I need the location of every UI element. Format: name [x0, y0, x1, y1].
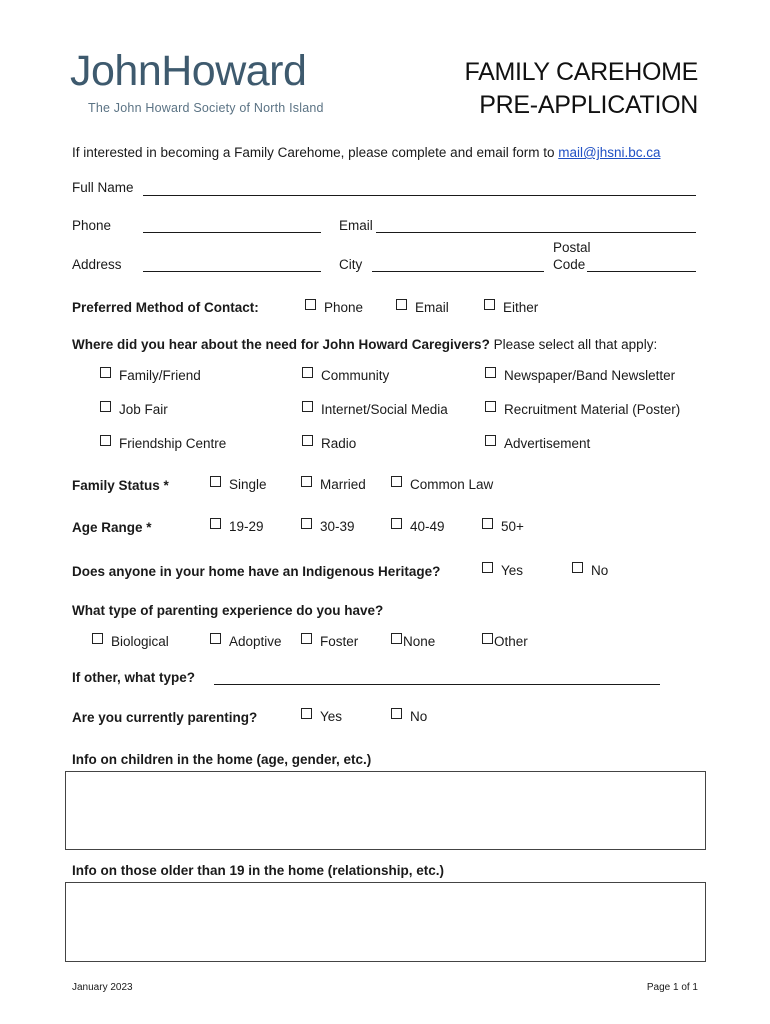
checkbox-icon	[210, 476, 221, 487]
referral-job-fair-checkbox[interactable]	[100, 402, 168, 417]
checkbox-label: Family/Friend	[119, 368, 201, 383]
referral-question	[72, 337, 657, 352]
family-status-single-checkbox[interactable]	[210, 477, 267, 492]
children-info-label: Info on children in the home (age, gender, etc.)	[72, 752, 372, 767]
age-40-49-checkbox[interactable]	[391, 519, 445, 534]
email-field[interactable]	[376, 232, 696, 233]
checkbox-label: Either	[503, 300, 539, 315]
checkbox-icon	[301, 518, 312, 529]
organization-logo-subtitle: The John Howard Society of North Island	[88, 101, 324, 115]
referral-internet-checkbox[interactable]	[302, 402, 448, 417]
checkbox-label: Phone	[324, 300, 364, 315]
currently-parenting-no-checkbox[interactable]	[391, 709, 427, 724]
checkbox-icon	[305, 299, 316, 310]
children-info-textarea[interactable]	[65, 771, 706, 850]
checkbox-label: 40-49	[410, 519, 445, 534]
form-title-line2: PRE-APPLICATION	[479, 91, 698, 119]
if-other-field[interactable]	[214, 684, 660, 685]
indigenous-yes-checkbox[interactable]	[482, 563, 523, 578]
checkbox-label: Email	[415, 300, 449, 315]
checkbox-icon	[484, 299, 495, 310]
older-info-label: Info on those older than 19 in the home (relationship, etc.)	[72, 863, 445, 878]
contact-email-checkbox[interactable]	[396, 300, 449, 315]
checkbox-icon	[100, 367, 111, 378]
intro-text	[72, 145, 661, 160]
address-field[interactable]	[143, 271, 321, 272]
form-title-line1: FAMILY CAREHOME	[464, 58, 698, 86]
city-label: City	[339, 257, 363, 272]
city-field[interactable]	[372, 271, 544, 272]
full-name-label: Full Name	[72, 180, 134, 195]
age-30-39-checkbox[interactable]	[301, 519, 355, 534]
referral-family-friend-checkbox[interactable]	[100, 368, 201, 383]
referral-advertisement-checkbox[interactable]	[485, 436, 590, 451]
age-50-plus-checkbox[interactable]	[482, 519, 524, 534]
referral-radio-checkbox[interactable]	[302, 436, 356, 451]
checkbox-label: No	[410, 709, 428, 724]
currently-parenting-yes-checkbox[interactable]	[301, 709, 342, 724]
age-range-label: Age Range *	[72, 520, 152, 535]
checkbox-label: Advertisement	[504, 436, 591, 451]
checkbox-label: Adoptive	[229, 634, 282, 649]
checkbox-label: Radio	[321, 436, 357, 451]
age-19-29-checkbox[interactable]	[210, 519, 264, 534]
checkbox-icon	[485, 401, 496, 412]
checkbox-label: 50+	[501, 519, 524, 534]
checkbox-label: Foster	[320, 634, 359, 649]
checkbox-label: Single	[229, 477, 267, 492]
full-name-field[interactable]	[143, 195, 696, 196]
intro-instructions: If interested in becoming a Family Carehome, please complete and email form to	[72, 145, 555, 160]
checkbox-icon	[391, 708, 402, 719]
parenting-foster-checkbox[interactable]	[301, 634, 358, 649]
preferred-contact-label-text: Preferred Method of Contact:	[72, 300, 259, 315]
parenting-biological-checkbox[interactable]	[92, 634, 169, 649]
checkbox-icon	[391, 476, 402, 487]
checkbox-label: Yes	[501, 563, 524, 578]
checkbox-label: Yes	[320, 709, 343, 724]
parenting-none-checkbox[interactable]	[391, 634, 435, 649]
checkbox-label: 30-39	[320, 519, 355, 534]
indigenous-heritage-question: Does anyone in your home have an Indigenous Heritage?	[72, 564, 441, 579]
postal-code-field[interactable]	[587, 271, 696, 272]
checkbox-icon	[482, 518, 493, 529]
referral-newspaper-checkbox[interactable]	[485, 368, 675, 383]
parenting-adoptive-checkbox[interactable]	[210, 634, 282, 649]
checkbox-icon	[92, 633, 103, 644]
postal-code-label	[553, 239, 591, 273]
referral-friendship-centre-checkbox[interactable]	[100, 436, 226, 451]
checkbox-label: Job Fair	[119, 402, 168, 417]
older-info-textarea[interactable]	[65, 882, 706, 962]
checkbox-icon	[301, 633, 312, 644]
checkbox-label: Biological	[111, 634, 169, 649]
parenting-experience-question: What type of parenting experience do you have?	[72, 603, 384, 618]
if-other-label: If other, what type?	[72, 670, 196, 685]
contact-either-checkbox[interactable]	[484, 300, 538, 315]
referral-recruitment-checkbox[interactable]	[485, 402, 680, 417]
checkbox-icon	[302, 435, 313, 446]
family-status-common-law-checkbox[interactable]	[391, 477, 493, 492]
referral-question-text: Where did you hear about the need for John Howard Caregivers?	[72, 337, 490, 352]
preferred-contact-label	[72, 300, 259, 315]
phone-label: Phone	[72, 218, 112, 233]
checkbox-icon	[302, 367, 313, 378]
checkbox-label: Married	[320, 477, 366, 492]
checkbox-icon	[301, 476, 312, 487]
checkbox-label: No	[591, 563, 609, 578]
footer-page-number: Page 1 of 1	[646, 982, 698, 993]
checkbox-label: Recruitment Material (Poster)	[504, 402, 681, 417]
checkbox-icon	[482, 633, 493, 644]
email-label: Email	[339, 218, 373, 233]
currently-parenting-question: Are you currently parenting?	[72, 710, 258, 725]
checkbox-icon	[210, 633, 221, 644]
referral-hint: Please select all that apply:	[493, 337, 658, 352]
checkbox-icon	[301, 708, 312, 719]
organization-logo: JohnHoward	[70, 47, 307, 95]
checkbox-label: Friendship Centre	[119, 436, 227, 451]
contact-email-link[interactable]: mail@jhsni.bc.ca	[558, 145, 661, 160]
parenting-other-checkbox[interactable]	[482, 634, 528, 649]
checkbox-icon	[485, 367, 496, 378]
checkbox-icon	[396, 299, 407, 310]
checkbox-icon	[572, 562, 583, 573]
postal-label-line2: Code	[553, 257, 586, 272]
checkbox-label: Newspaper/Band Newsletter	[504, 368, 676, 383]
checkbox-icon	[302, 401, 313, 412]
family-status-married-checkbox[interactable]	[301, 477, 366, 492]
checkbox-icon	[485, 435, 496, 446]
referral-community-checkbox[interactable]	[302, 368, 389, 383]
checkbox-icon	[391, 633, 402, 644]
checkbox-icon	[210, 518, 221, 529]
checkbox-label: Common Law	[410, 477, 494, 492]
postal-label-line1: Postal	[553, 240, 591, 255]
checkbox-icon	[100, 401, 111, 412]
checkbox-icon	[391, 518, 402, 529]
phone-field[interactable]	[143, 232, 321, 233]
indigenous-no-checkbox[interactable]	[572, 563, 608, 578]
checkbox-icon	[100, 435, 111, 446]
checkbox-label: None	[403, 634, 436, 649]
checkbox-label: Internet/Social Media	[321, 402, 448, 417]
checkbox-label: 19-29	[229, 519, 264, 534]
checkbox-label: Community	[321, 368, 390, 383]
address-label: Address	[72, 257, 122, 272]
checkbox-icon	[482, 562, 493, 573]
checkbox-label: Other	[494, 634, 528, 649]
footer-date: January 2023	[72, 982, 133, 993]
family-status-label: Family Status *	[72, 478, 169, 493]
contact-phone-checkbox[interactable]	[305, 300, 363, 315]
